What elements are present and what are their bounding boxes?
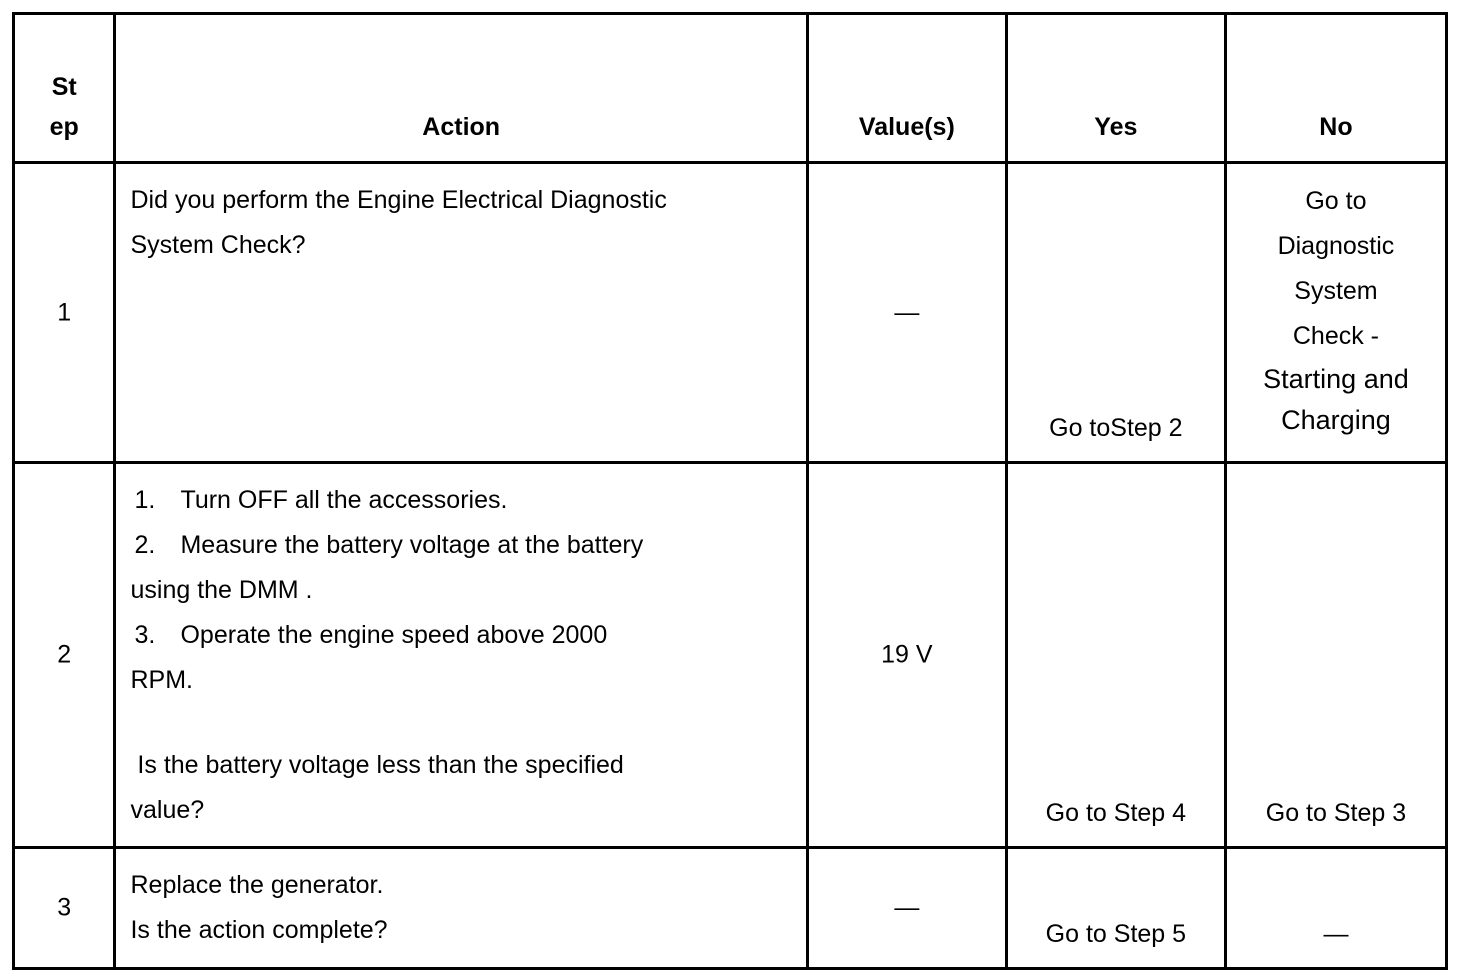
header-step-line1: St	[51, 73, 77, 101]
yes-cell	[1006, 848, 1225, 969]
step-number: 3	[57, 893, 72, 922]
action-list-item	[130, 658, 791, 703]
no-cell	[1225, 163, 1446, 463]
action-cell	[115, 463, 807, 848]
step-number: 1	[57, 298, 72, 326]
no-cell	[1225, 848, 1446, 969]
no-text: —	[1323, 920, 1349, 948]
header-action	[115, 14, 807, 163]
action-line: Is the action complete?	[130, 916, 388, 944]
step-number: 2	[57, 640, 72, 669]
action-line: System Check?	[130, 231, 306, 259]
no-line: Starting and	[1263, 364, 1409, 394]
yes-cell	[1006, 163, 1225, 463]
question-line: Is the battery voltage less than the specified	[130, 751, 624, 779]
header-step-line2: ep	[49, 113, 79, 141]
no-text: Go to Step 3	[1265, 799, 1407, 827]
yes-text: Go toStep 2	[1049, 414, 1183, 442]
action-list-item	[130, 478, 791, 523]
action-line: Did you perform the Engine Electrical Diagnostic	[130, 186, 667, 214]
action-list-item	[130, 523, 791, 568]
header-values	[807, 14, 1006, 163]
header-values-label: Value(s)	[858, 113, 955, 141]
action-cell	[115, 848, 807, 969]
header-step	[14, 14, 115, 163]
no-line: Check -	[1292, 322, 1380, 350]
table-row	[14, 848, 1447, 969]
no-line: Charging	[1281, 405, 1391, 435]
item-text: using the DMM .	[130, 576, 313, 604]
question-line: value?	[130, 796, 205, 824]
header-row	[14, 14, 1447, 163]
value-text: 19 V	[881, 640, 933, 669]
action-list-item	[130, 568, 791, 613]
value-text: —	[894, 298, 920, 326]
item-text: Turn OFF all the accessories.	[180, 486, 508, 514]
item-text: RPM.	[130, 666, 193, 694]
diagnostic-table	[12, 12, 1448, 970]
value-text: —	[894, 893, 920, 922]
yes-cell	[1006, 463, 1225, 848]
item-text: Operate the engine speed above 2000	[180, 621, 608, 649]
header-action-label: Action	[422, 113, 501, 141]
value-cell	[807, 848, 1006, 969]
header-yes	[1006, 14, 1225, 163]
table-row	[14, 163, 1447, 463]
step-cell	[14, 848, 115, 969]
action-line: Replace the generator.	[130, 871, 384, 899]
yes-text: Go to Step 4	[1045, 799, 1187, 827]
item-text: Measure the battery voltage at the battery	[180, 531, 644, 559]
value-cell	[807, 163, 1006, 463]
item-number: 1.	[134, 486, 156, 514]
header-yes-label: Yes	[1094, 113, 1138, 141]
no-line: System	[1294, 277, 1378, 305]
item-number: 2.	[134, 531, 156, 559]
table-row	[14, 463, 1447, 848]
item-number: 3.	[134, 621, 156, 649]
step-cell	[14, 463, 115, 848]
no-line: Go to	[1305, 187, 1367, 215]
no-cell	[1225, 463, 1446, 848]
no-line: Diagnostic	[1277, 232, 1395, 260]
value-cell	[807, 463, 1006, 848]
step-cell	[14, 163, 115, 463]
action-list-item	[130, 613, 791, 658]
action-cell	[115, 163, 807, 463]
header-no	[1225, 14, 1446, 163]
yes-text: Go to Step 5	[1045, 920, 1187, 948]
header-no-label: No	[1319, 113, 1353, 141]
